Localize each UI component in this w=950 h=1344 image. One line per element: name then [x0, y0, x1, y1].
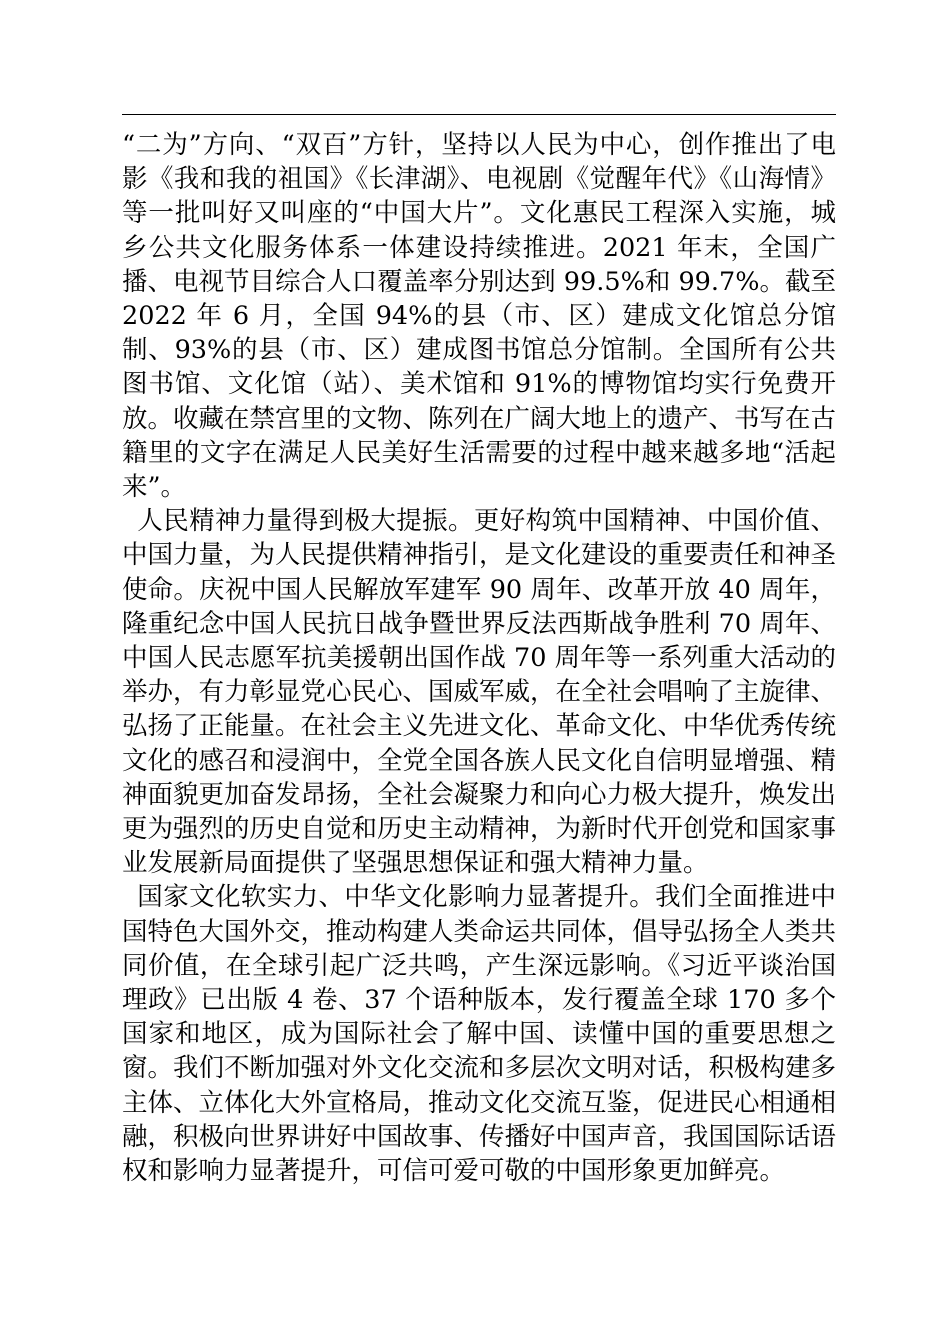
paragraph-spiritual-strength: 人民精神力量得到极大提振。更好构筑中国精神、中国价值、中国力量，为人民提供精神指引，是文化建设的重要责任和神圣使命。庆祝中国人民解放军建军 90 周年、改革开放 40 周年，隆重纪念中国人民抗日战争暨世界反法西斯战争胜利 70 周年、中国人民志愿军抗美援朝出国作战 70 周年等一系列重大活动的举办，有力彰显党心民心、国威军威，在全社会唱响了主旋律、弘扬了正能量。在社会主义先进文化、革命文化、中华优秀传统文化的感召和浸润中，全党全国各族人民文化自信明显增强、精神面貌更加奋发昂扬，全社会凝聚力和向心力极大提升，焕发出更为强烈的历史自觉和历史主动精神，为新时代开创党和国家事业发展新局面提供了坚强思想保证和强大精神力量。	[122, 506, 837, 879]
body-text	[122, 128, 845, 1188]
paragraph-soft-power: 国家文化软实力、中华文化影响力显著提升。我们全面推进中国特色大国外交，推动构建人类命运共同体，倡导弘扬全人类共同价值，在全球引起广泛共鸣，产生深远影响。《习近平谈治国理政》已出版 4 卷、37 个语种版本，发行覆盖全球 170 多个国家和地区，成为国际社会了解中国、读懂中国的重要思想之窗。我们不断加强对外文化交流和多层次文明对话，积极构建多主体、立体化大外宣格局，推动文化交流互鉴，促进民心相通相融，积极向世界讲好中国故事、传播好中国声音，我国国际话语权和影响力显著提升，可信可爱可敬的中国形象更加鲜亮。	[122, 882, 837, 1187]
header-rule	[122, 114, 836, 115]
paragraph-cultural-services: “二为”方向、“双百”方针，坚持以人民为中心，创作推出了电影《我和我的祖国》《长津湖》、电视剧《觉醒年代》《山海情》等一批叫好又叫座的“中国大片”。文化惠民工程深入实施，城乡公共文化服务体系一体建设持续推进。2021 年末，全国广播、电视节目综合人口覆盖率分别达到 99.5%和 99.7%。截至 2022 年 6 月，全国 94%的县（市、区）建成文化馆总分馆制、93%的县（市、区）建成图书馆总分馆制。全国所有公共图书馆、文化馆（站）、美术馆和 91%的博物馆均实行免费开放。收藏在禁宫里的文物、陈列在广阔大地上的遗产、书写在古籍里的文字在满足人民美好生活需要的过程中越来越多地“活起来”。	[122, 130, 845, 503]
